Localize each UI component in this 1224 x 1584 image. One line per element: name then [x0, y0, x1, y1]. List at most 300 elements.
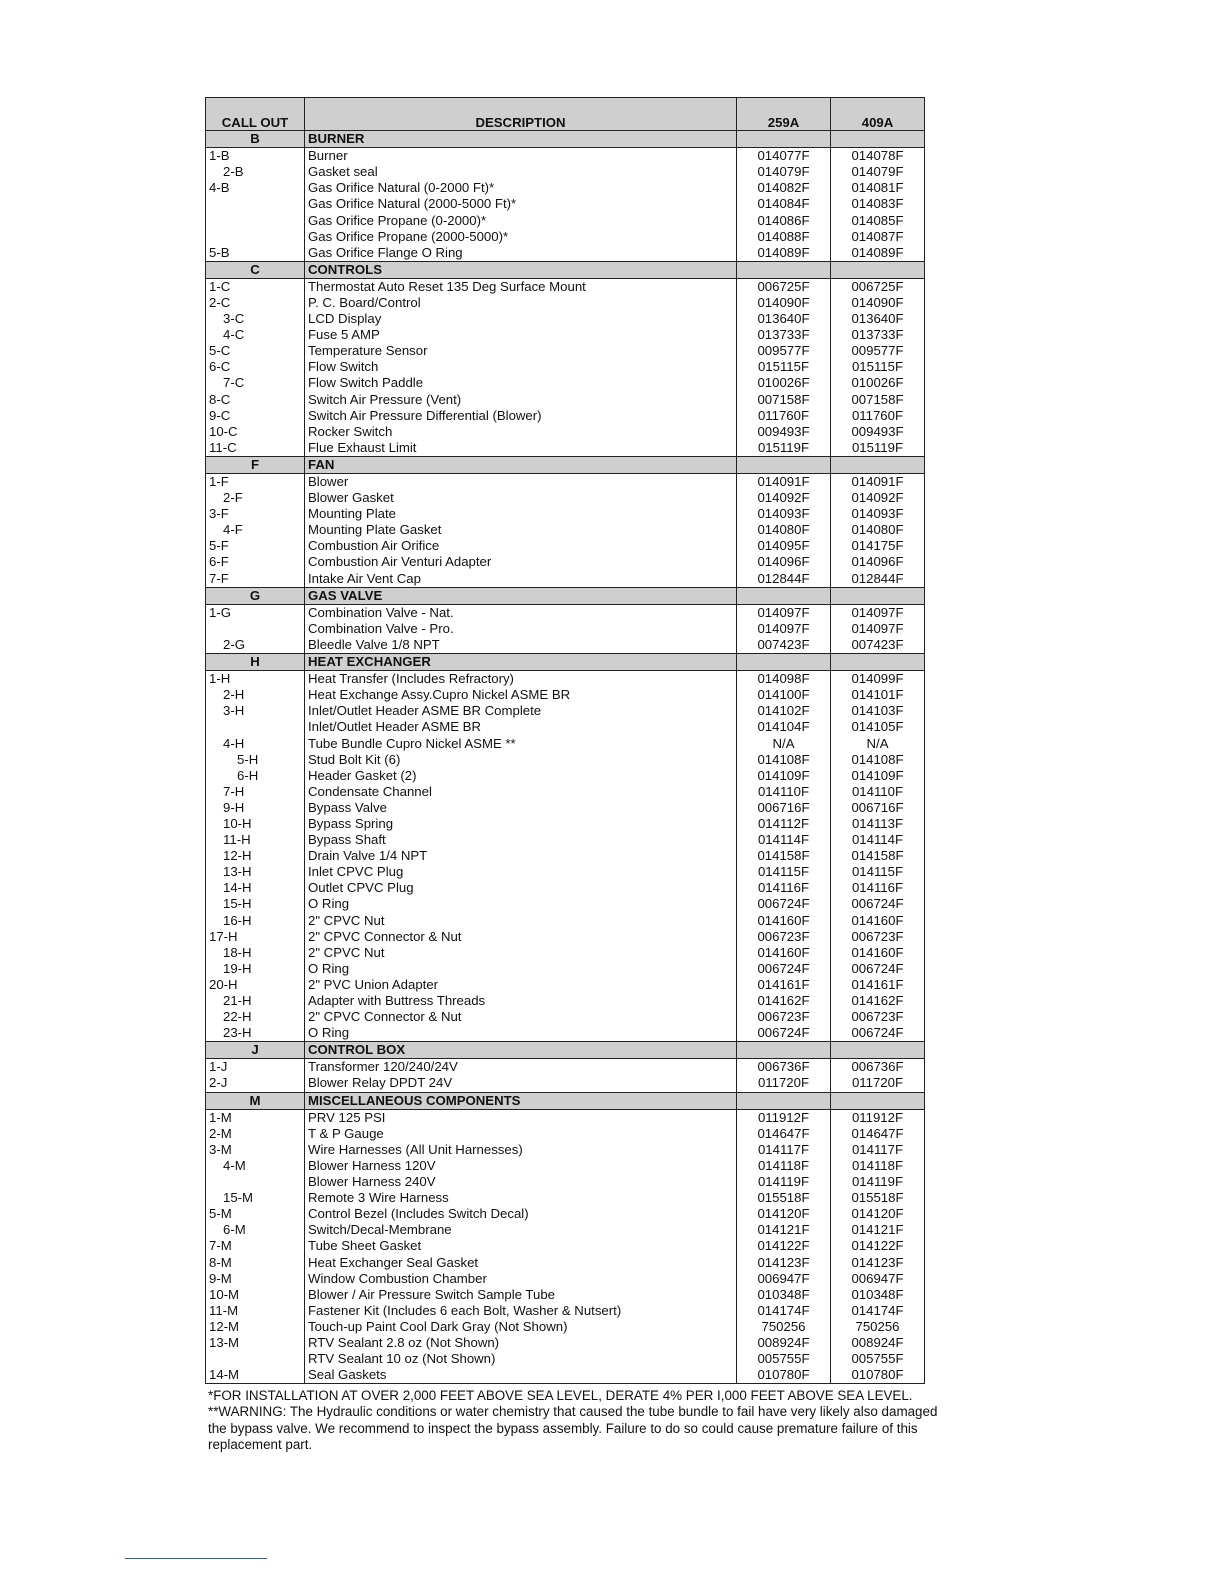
table-row: [206, 671, 925, 688]
description-cell: Combustion Air Orifice: [305, 538, 737, 554]
part-259a-cell: 750256: [737, 1319, 831, 1335]
part-409a-cell: 007158F: [831, 392, 925, 408]
part-409a-cell: 014122F: [831, 1238, 925, 1254]
table-row: [206, 945, 925, 961]
part-259a-cell: 007158F: [737, 392, 831, 408]
table-row: [206, 1158, 925, 1174]
description-cell: Mounting Plate Gasket: [305, 522, 737, 538]
table-row: [206, 735, 925, 751]
part-409a-cell: 014080F: [831, 522, 925, 538]
part-409a-cell: 011912F: [831, 1109, 925, 1126]
table-row: [206, 1303, 925, 1319]
table-row: [206, 961, 925, 977]
part-409a-cell: N/A: [831, 735, 925, 751]
part-409a-cell: 014118F: [831, 1158, 925, 1174]
description-cell: Blower / Air Pressure Switch Sample Tube: [305, 1287, 737, 1303]
part-259a-cell: 014095F: [737, 538, 831, 554]
callout-cell: 14-H: [206, 880, 305, 896]
description-cell: Tube Sheet Gasket: [305, 1238, 737, 1254]
part-409a-cell: 014103F: [831, 703, 925, 719]
description-cell: Window Combustion Chamber: [305, 1271, 737, 1287]
table-row: [206, 604, 925, 621]
callout-cell: 6-F: [206, 554, 305, 570]
part-259a-cell: 014158F: [737, 848, 831, 864]
part-259a-cell: 012844F: [737, 571, 831, 588]
table-row: [206, 1174, 925, 1190]
part-259a-cell: 014090F: [737, 295, 831, 311]
part-409a-cell: 015115F: [831, 359, 925, 375]
table-row: [206, 538, 925, 554]
part-409a-cell: 014647F: [831, 1126, 925, 1142]
part-409a-cell: 014161F: [831, 977, 925, 993]
section-gap: [737, 456, 831, 473]
description-cell: Gas Orifice Flange O Ring: [305, 245, 737, 262]
table-row: [206, 212, 925, 228]
description-cell: Flue Exhaust Limit: [305, 440, 737, 457]
part-409a-cell: 014087F: [831, 229, 925, 245]
part-259a-cell: 006724F: [737, 896, 831, 912]
part-259a-cell: 010780F: [737, 1367, 831, 1384]
part-409a-cell: 014116F: [831, 880, 925, 896]
callout-cell: 5-C: [206, 343, 305, 359]
part-259a-cell: 015115F: [737, 359, 831, 375]
description-cell: Bypass Shaft: [305, 832, 737, 848]
description-cell: Gas Orifice Propane (0-2000)*: [305, 212, 737, 228]
part-259a-cell: 006947F: [737, 1271, 831, 1287]
callout-cell: [206, 196, 305, 212]
part-259a-cell: 014093F: [737, 506, 831, 522]
part-259a-cell: 014174F: [737, 1303, 831, 1319]
table-row: [206, 245, 925, 262]
part-259a-cell: 014091F: [737, 473, 831, 490]
description-cell: Combination Valve - Pro.: [305, 621, 737, 637]
part-409a-cell: 006723F: [831, 929, 925, 945]
part-409a-cell: 014096F: [831, 554, 925, 570]
description-cell: Switch/Decal-Membrane: [305, 1222, 737, 1238]
section-title: CONTROLS: [305, 261, 737, 278]
description-cell: Thermostat Auto Reset 135 Deg Surface Mount: [305, 278, 737, 295]
callout-cell: 2-J: [206, 1075, 305, 1092]
part-409a-cell: 015518F: [831, 1190, 925, 1206]
part-409a-cell: 014097F: [831, 604, 925, 621]
callout-cell: 18-H: [206, 945, 305, 961]
section-gap: [831, 456, 925, 473]
table-row: [206, 473, 925, 490]
part-259a-cell: 014079F: [737, 164, 831, 180]
part-259a-cell: 014160F: [737, 945, 831, 961]
part-259a-cell: 011720F: [737, 1075, 831, 1092]
description-cell: 2" CPVC Nut: [305, 945, 737, 961]
part-259a-cell: 014089F: [737, 245, 831, 262]
table-row: [206, 1009, 925, 1025]
part-409a-cell: 006724F: [831, 1025, 925, 1042]
table-row: [206, 1126, 925, 1142]
callout-cell: 1-G: [206, 604, 305, 621]
part-409a-cell: 014091F: [831, 473, 925, 490]
part-409a-cell: 008924F: [831, 1335, 925, 1351]
description-cell: O Ring: [305, 896, 737, 912]
parts-table: [205, 97, 925, 1384]
section-header-row: [206, 587, 925, 604]
part-259a-cell: 014088F: [737, 229, 831, 245]
part-259a-cell: 006723F: [737, 1009, 831, 1025]
section-title: GAS VALVE: [305, 587, 737, 604]
part-259a-cell: 014077F: [737, 148, 831, 165]
table-row: [206, 327, 925, 343]
callout-cell: 2-H: [206, 687, 305, 703]
part-409a-cell: 006716F: [831, 800, 925, 816]
table-row: [206, 768, 925, 784]
callout-cell: 3-F: [206, 506, 305, 522]
callout-cell: 5-H: [206, 752, 305, 768]
table-row: [206, 637, 925, 654]
part-409a-cell: 014160F: [831, 945, 925, 961]
table-row: [206, 1142, 925, 1158]
callout-cell: 5-B: [206, 245, 305, 262]
section-header-row: [206, 1092, 925, 1109]
part-259a-cell: 014082F: [737, 180, 831, 196]
callout-cell: 6-M: [206, 1222, 305, 1238]
part-259a-cell: 015518F: [737, 1190, 831, 1206]
callout-cell: 3-H: [206, 703, 305, 719]
part-409a-cell: 014089F: [831, 245, 925, 262]
callout-header: CALL OUT: [206, 98, 305, 131]
table-row: [206, 1335, 925, 1351]
description-cell: 2" CPVC Connector & Nut: [305, 929, 737, 945]
part-409a-cell: 014090F: [831, 295, 925, 311]
section-gap: [737, 587, 831, 604]
part-409a-cell: 006724F: [831, 961, 925, 977]
table-row: [206, 1222, 925, 1238]
col-409a-header: 409A: [831, 98, 925, 131]
section-gap: [831, 1042, 925, 1059]
table-row: [206, 752, 925, 768]
description-cell: Adapter with Buttress Threads: [305, 993, 737, 1009]
table-row: [206, 522, 925, 538]
part-259a-cell: 014114F: [737, 832, 831, 848]
part-259a-cell: 014121F: [737, 1222, 831, 1238]
description-cell: Flow Switch Paddle: [305, 375, 737, 391]
table-header: [206, 98, 925, 131]
description-cell: Burner: [305, 148, 737, 165]
callout-cell: 4-F: [206, 522, 305, 538]
callout-cell: 12-H: [206, 848, 305, 864]
part-409a-cell: 014174F: [831, 1303, 925, 1319]
callout-cell: 8-M: [206, 1254, 305, 1270]
table-row: [206, 424, 925, 440]
table-row: [206, 229, 925, 245]
part-409a-cell: 015119F: [831, 440, 925, 457]
section-gap: [831, 654, 925, 671]
section-title: HEAT EXCHANGER: [305, 654, 737, 671]
part-259a-cell: 014084F: [737, 196, 831, 212]
callout-cell: 6-C: [206, 359, 305, 375]
part-409a-cell: 014105F: [831, 719, 925, 735]
description-cell: Header Gasket (2): [305, 768, 737, 784]
callout-cell: 4-M: [206, 1158, 305, 1174]
callout-cell: 15-H: [206, 896, 305, 912]
part-259a-cell: 014100F: [737, 687, 831, 703]
callout-cell: 10-M: [206, 1287, 305, 1303]
callout-cell: 1-F: [206, 473, 305, 490]
callout-cell: 1-H: [206, 671, 305, 688]
table-row: [206, 375, 925, 391]
part-409a-cell: 014160F: [831, 913, 925, 929]
table-row: [206, 392, 925, 408]
part-259a-cell: 014112F: [737, 816, 831, 832]
description-cell: Fuse 5 AMP: [305, 327, 737, 343]
table-row: [206, 359, 925, 375]
description-cell: Condensate Channel: [305, 784, 737, 800]
table-row: [206, 1351, 925, 1367]
description-cell: Blower Harness 120V: [305, 1158, 737, 1174]
part-409a-cell: 014121F: [831, 1222, 925, 1238]
description-cell: 2" CPVC Connector & Nut: [305, 1009, 737, 1025]
part-259a-cell: 014120F: [737, 1206, 831, 1222]
part-409a-cell: 014114F: [831, 832, 925, 848]
footer-rule: [125, 1558, 267, 1559]
description-cell: O Ring: [305, 1025, 737, 1042]
table-row: [206, 896, 925, 912]
table-row: [206, 800, 925, 816]
table-row: [206, 880, 925, 896]
callout-cell: 4-B: [206, 180, 305, 196]
callout-cell: 17-H: [206, 929, 305, 945]
description-cell: Bypass Valve: [305, 800, 737, 816]
part-259a-cell: 014122F: [737, 1238, 831, 1254]
table-row: [206, 440, 925, 457]
description-cell: Seal Gaskets: [305, 1367, 737, 1384]
section-header-row: [206, 456, 925, 473]
section-gap: [737, 1092, 831, 1109]
description-cell: Tube Bundle Cupro Nickel ASME **: [305, 735, 737, 751]
part-409a-cell: 014115F: [831, 864, 925, 880]
description-header: DESCRIPTION: [305, 98, 737, 131]
description-cell: Heat Exchange Assy.Cupro Nickel ASME BR: [305, 687, 737, 703]
callout-cell: 7-F: [206, 571, 305, 588]
callout-cell: 2-G: [206, 637, 305, 654]
section-title: MISCELLANEOUS COMPONENTS: [305, 1092, 737, 1109]
description-cell: 2" CPVC Nut: [305, 913, 737, 929]
table-row: [206, 1190, 925, 1206]
part-409a-cell: 014099F: [831, 671, 925, 688]
part-259a-cell: 014080F: [737, 522, 831, 538]
part-409a-cell: 010348F: [831, 1287, 925, 1303]
callout-cell: 9-H: [206, 800, 305, 816]
section-header-row: [206, 654, 925, 671]
description-cell: Rocker Switch: [305, 424, 737, 440]
table-row: [206, 703, 925, 719]
table-row: [206, 913, 925, 929]
part-409a-cell: 010780F: [831, 1367, 925, 1384]
callout-cell: 10-H: [206, 816, 305, 832]
description-cell: Flow Switch: [305, 359, 737, 375]
part-409a-cell: 014117F: [831, 1142, 925, 1158]
table-row: [206, 554, 925, 570]
part-259a-cell: 008924F: [737, 1335, 831, 1351]
part-259a-cell: 014102F: [737, 703, 831, 719]
callout-cell: 11-H: [206, 832, 305, 848]
part-409a-cell: 014079F: [831, 164, 925, 180]
part-259a-cell: 007423F: [737, 637, 831, 654]
table-row: [206, 1319, 925, 1335]
table-row: [206, 408, 925, 424]
part-259a-cell: 014123F: [737, 1254, 831, 1270]
callout-cell: [206, 229, 305, 245]
part-409a-cell: 009493F: [831, 424, 925, 440]
callout-cell: 19-H: [206, 961, 305, 977]
description-cell: Bypass Spring: [305, 816, 737, 832]
callout-cell: 4-C: [206, 327, 305, 343]
description-cell: Switch Air Pressure Differential (Blower): [305, 408, 737, 424]
part-409a-cell: 006947F: [831, 1271, 925, 1287]
callout-cell: 13-M: [206, 1335, 305, 1351]
table-row: [206, 506, 925, 522]
description-cell: LCD Display: [305, 311, 737, 327]
description-cell: Blower Harness 240V: [305, 1174, 737, 1190]
callout-cell: 6-H: [206, 768, 305, 784]
section-gap: [737, 261, 831, 278]
description-cell: Heat Transfer (Includes Refractory): [305, 671, 737, 688]
part-409a-cell: 014175F: [831, 538, 925, 554]
callout-cell: 7-M: [206, 1238, 305, 1254]
section-title: BURNER: [305, 131, 737, 148]
description-cell: P. C. Board/Control: [305, 295, 737, 311]
table-row: [206, 1287, 925, 1303]
section-title: FAN: [305, 456, 737, 473]
callout-cell: [206, 719, 305, 735]
section-header-row: [206, 261, 925, 278]
table-row: [206, 621, 925, 637]
part-409a-cell: 014108F: [831, 752, 925, 768]
table-row: [206, 1109, 925, 1126]
section-gap: [737, 1042, 831, 1059]
table-row: [206, 864, 925, 880]
description-cell: Blower Gasket: [305, 490, 737, 506]
table-row: [206, 278, 925, 295]
part-259a-cell: 011760F: [737, 408, 831, 424]
callout-cell: 9-C: [206, 408, 305, 424]
part-259a-cell: 013733F: [737, 327, 831, 343]
callout-cell: 10-C: [206, 424, 305, 440]
description-cell: RTV Sealant 10 oz (Not Shown): [305, 1351, 737, 1367]
description-cell: 2" PVC Union Adapter: [305, 977, 737, 993]
part-409a-cell: 014109F: [831, 768, 925, 784]
callout-cell: 16-H: [206, 913, 305, 929]
callout-cell: 2-M: [206, 1126, 305, 1142]
part-259a-cell: 014104F: [737, 719, 831, 735]
callout-cell: 14-M: [206, 1367, 305, 1384]
part-259a-cell: 014108F: [737, 752, 831, 768]
part-259a-cell: 014116F: [737, 880, 831, 896]
table-row: [206, 1075, 925, 1092]
table-row: [206, 196, 925, 212]
callout-cell: 1-M: [206, 1109, 305, 1126]
part-259a-cell: 014115F: [737, 864, 831, 880]
part-259a-cell: 014160F: [737, 913, 831, 929]
description-cell: Control Bezel (Includes Switch Decal): [305, 1206, 737, 1222]
table-row: [206, 848, 925, 864]
part-409a-cell: 012844F: [831, 571, 925, 588]
description-cell: Intake Air Vent Cap: [305, 571, 737, 588]
part-409a-cell: 006724F: [831, 896, 925, 912]
part-409a-cell: 750256: [831, 1319, 925, 1335]
part-259a-cell: 014110F: [737, 784, 831, 800]
description-cell: Fastener Kit (Includes 6 each Bolt, Washer & Nutsert): [305, 1303, 737, 1319]
callout-cell: [206, 1351, 305, 1367]
section-gap: [737, 654, 831, 671]
part-409a-cell: 005755F: [831, 1351, 925, 1367]
part-259a-cell: 005755F: [737, 1351, 831, 1367]
table-row: [206, 1206, 925, 1222]
callout-cell: 3-M: [206, 1142, 305, 1158]
callout-cell: 5-F: [206, 538, 305, 554]
description-cell: Inlet/Outlet Header ASME BR: [305, 719, 737, 735]
part-409a-cell: 013733F: [831, 327, 925, 343]
description-cell: Outlet CPVC Plug: [305, 880, 737, 896]
part-409a-cell: 009577F: [831, 343, 925, 359]
description-cell: Blower: [305, 473, 737, 490]
table-row: [206, 311, 925, 327]
description-cell: Touch-up Paint Cool Dark Gray (Not Shown): [305, 1319, 737, 1335]
part-409a-cell: 011760F: [831, 408, 925, 424]
description-cell: Inlet/Outlet Header ASME BR Complete: [305, 703, 737, 719]
callout-cell: 21-H: [206, 993, 305, 1009]
table-row: [206, 1271, 925, 1287]
table-row: [206, 164, 925, 180]
callout-cell: 2-F: [206, 490, 305, 506]
callout-cell: 11-M: [206, 1303, 305, 1319]
part-259a-cell: 014119F: [737, 1174, 831, 1190]
part-409a-cell: 006725F: [831, 278, 925, 295]
callout-cell: 1-B: [206, 148, 305, 165]
part-259a-cell: N/A: [737, 735, 831, 751]
table-row: [206, 1367, 925, 1384]
table-row: [206, 180, 925, 196]
part-409a-cell: 014101F: [831, 687, 925, 703]
callout-cell: [206, 621, 305, 637]
part-259a-cell: 006736F: [737, 1059, 831, 1076]
description-cell: RTV Sealant 2.8 oz (Not Shown): [305, 1335, 737, 1351]
description-cell: Gas Orifice Natural (0-2000 Ft)*: [305, 180, 737, 196]
part-259a-cell: 014118F: [737, 1158, 831, 1174]
description-cell: PRV 125 PSI: [305, 1109, 737, 1126]
table-row: [206, 977, 925, 993]
section-code: H: [206, 654, 305, 671]
part-409a-cell: 006736F: [831, 1059, 925, 1076]
part-259a-cell: 014098F: [737, 671, 831, 688]
table-row: [206, 1025, 925, 1042]
callout-cell: 7-H: [206, 784, 305, 800]
table-row: [206, 687, 925, 703]
table-row: [206, 490, 925, 506]
section-code: G: [206, 587, 305, 604]
part-409a-cell: 006723F: [831, 1009, 925, 1025]
table-row: [206, 784, 925, 800]
section-code: M: [206, 1092, 305, 1109]
part-259a-cell: 014162F: [737, 993, 831, 1009]
part-409a-cell: 011720F: [831, 1075, 925, 1092]
table-row: [206, 343, 925, 359]
description-cell: Gasket seal: [305, 164, 737, 180]
section-gap: [831, 1092, 925, 1109]
part-259a-cell: 006724F: [737, 1025, 831, 1042]
section-header-row: [206, 131, 925, 148]
callout-cell: 8-C: [206, 392, 305, 408]
callout-cell: [206, 212, 305, 228]
part-259a-cell: 006725F: [737, 278, 831, 295]
part-259a-cell: 014092F: [737, 490, 831, 506]
